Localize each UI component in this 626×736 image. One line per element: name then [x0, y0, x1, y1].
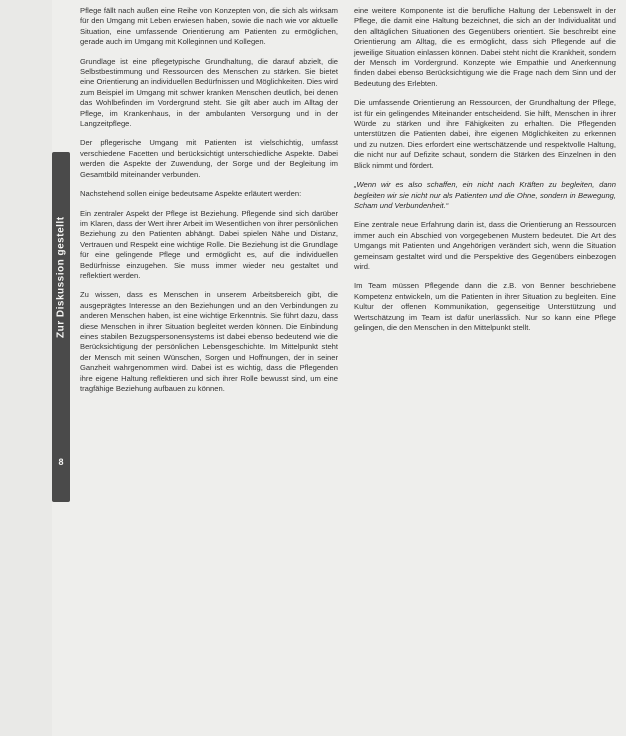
paragraph: Zu wissen, dass es Menschen in unserem Arbeitsbereich gibt, die ausgeprägtes Interesse an den Beziehungen und an den Verbindungen zu anderen Menschen haben, ist eine wichtige Erkenntnis. Sie führt dazu, dass diese Menschen in ihrer Situation begleitet werden können. Die Einbindung eines stabilen Bezugspersonensystems ist dabei ebenso bedeutend wie die Berücksichtigung der persönlichen Lebensgeschichte. Im Mittelpunkt steht der Mensch mit seinen Wünschen, Sorgen und Hoffnungen, der in seiner Ganzheit wahrgenommen wird. Dabei ist es wichtig, dass die Pflegenden ihre eigene Haltung reflektieren und sich ihrer Rolle bewusst sind, um eine tragfähige Beziehung aufbauen zu können. — [80, 290, 338, 393]
block-quote: „Wenn wir es also schaffen, ein nicht nach Kräften zu begleiten, dann begleiten wir sie nicht nur als Patienten und die Ohne, sondern in Bewegung, Scham und Verbundenheit.“ — [354, 180, 616, 210]
paragraph: Eine zentrale neue Erfahrung darin ist, dass die Orientierung an Ressourcen immer auch ein Abschied von vorgegebenen Mustern bedeutet. Die Art des Umgangs mit Patienten und Angehörigen verändert sich, wenn die Situation gemeinsam gestaltet wird und die Perspektive des Gegenübers einbezogen wird. — [354, 220, 616, 271]
paragraph: Die umfassende Orientierung an Ressourcen, der Grundhaltung der Pflege, ist für ein gelingendes Miteinander entscheidend. Sie hilft, Menschen in ihrer Würde zu stärken und ihre Fähigkeiten zu erhalten. Die Pflegenden unterstützen die Patienten dabei, ihre eigenen Möglichkeiten zu erkennen und zu nutzen. Dies erfordert eine wertschätzende und respektvolle Haltung, die nicht nur auf Defizite schaut, sondern die Stärken des Einzelnen in den Blick nimmt und fördert. — [354, 98, 616, 170]
paragraph: Pflege fällt nach außen eine Reihe von Konzepten von, die sich als wirksam für den Umgang mit Leben erwiesen haben, sowie die nach wie vor aktuelle Situation, eine umfassende Orientierung am Patienten zu ermöglichen, gerade auch im Umgang mit Kolleginnen und Kollegen. — [80, 6, 338, 47]
page-number: 8 — [58, 457, 64, 467]
paragraph: Der pflegerische Umgang mit Patienten ist vielschichtig, umfasst verschiedene Facetten und berücksichtigt unterschiedliche Aspekte. Dabei werden die Aspekte der Zuwendung, der Sorge und der Begleitung im Gesamtbild miteinander verbunden. — [80, 138, 338, 179]
paragraph: Im Team müssen Pflegende dann die z.B. von Benner beschriebene Kompetenz entwickeln, um die Patienten in ihrer Situation zu begleiten. Eine Kultur der offenen Kommunikation, gegenseitige Unterstützung und Wertschätzung im Team ist dafür unerlässlich. Nur so kann eine Pflege gelingen, die den Menschen in den Mittelpunkt stellt. — [354, 281, 616, 332]
paragraph: eine weitere Komponente ist die berufliche Haltung der Lebenswelt in der Pflege, die damit eine Haltung bezeichnet, die sich an der Individualität und den alltäglichen Situationen des Gegenübers orientiert. Sie beschreibt eine Orientierung am Alltag, die es ermöglicht, dass sich Pflegende auf die jeweilige Situation einlassen können. Dabei steht nicht die Krankheit, sondern der Mensch im Vordergrund. Konzepte wie Empathie und Anerkennung finden dabei ebenso Berücksichtigung wie die Frage nach dem Sinn und der Bedeutung des Erlebten. — [354, 6, 616, 88]
page-margin — [0, 0, 52, 736]
text-column-left — [80, 6, 338, 403]
text-column-right — [354, 6, 616, 342]
section-tab-label: Zur Diskussion gestellt — [55, 216, 67, 338]
paragraph: Ein zentraler Aspekt der Pflege ist Beziehung. Pflegende sind sich darüber im Klaren, dass der Wert ihrer Arbeit im Wesentlichen von ihrer persönlichen Beziehung zu den Patienten abhängt. Dabei spielen Nähe und Distanz, Vertrauen und Respekt eine wichtige Rolle. Die Beziehung ist die Grundlage für eine gelingende Pflege und ermöglicht es, auf die individuellen Bedürfnisse einzugehen. Sie muss immer wieder neu gestaltet und reflektiert werden. — [80, 208, 338, 280]
paragraph: Nachstehend sollen einige bedeutsame Aspekte erläutert werden: — [80, 189, 302, 199]
paragraph: Grundlage ist eine pflegetypische Grundhaltung, die darauf abzielt, die Selbstbestimmung und Ressourcen des Menschen zu stärken. Sie bietet eine Orientierung an individuellen Bedürfnissen und Möglichkeiten. Dies wird zum Beispiel im Umgang mit schwer kranken Menschen deutlich, bei denen das Wohlbefinden im Vordergrund steht. Sie gilt aber auch im Alltag der Pflege, im Krankenhaus, in der ambulanten Versorgung und in der Langzeitpflege. — [80, 56, 338, 129]
